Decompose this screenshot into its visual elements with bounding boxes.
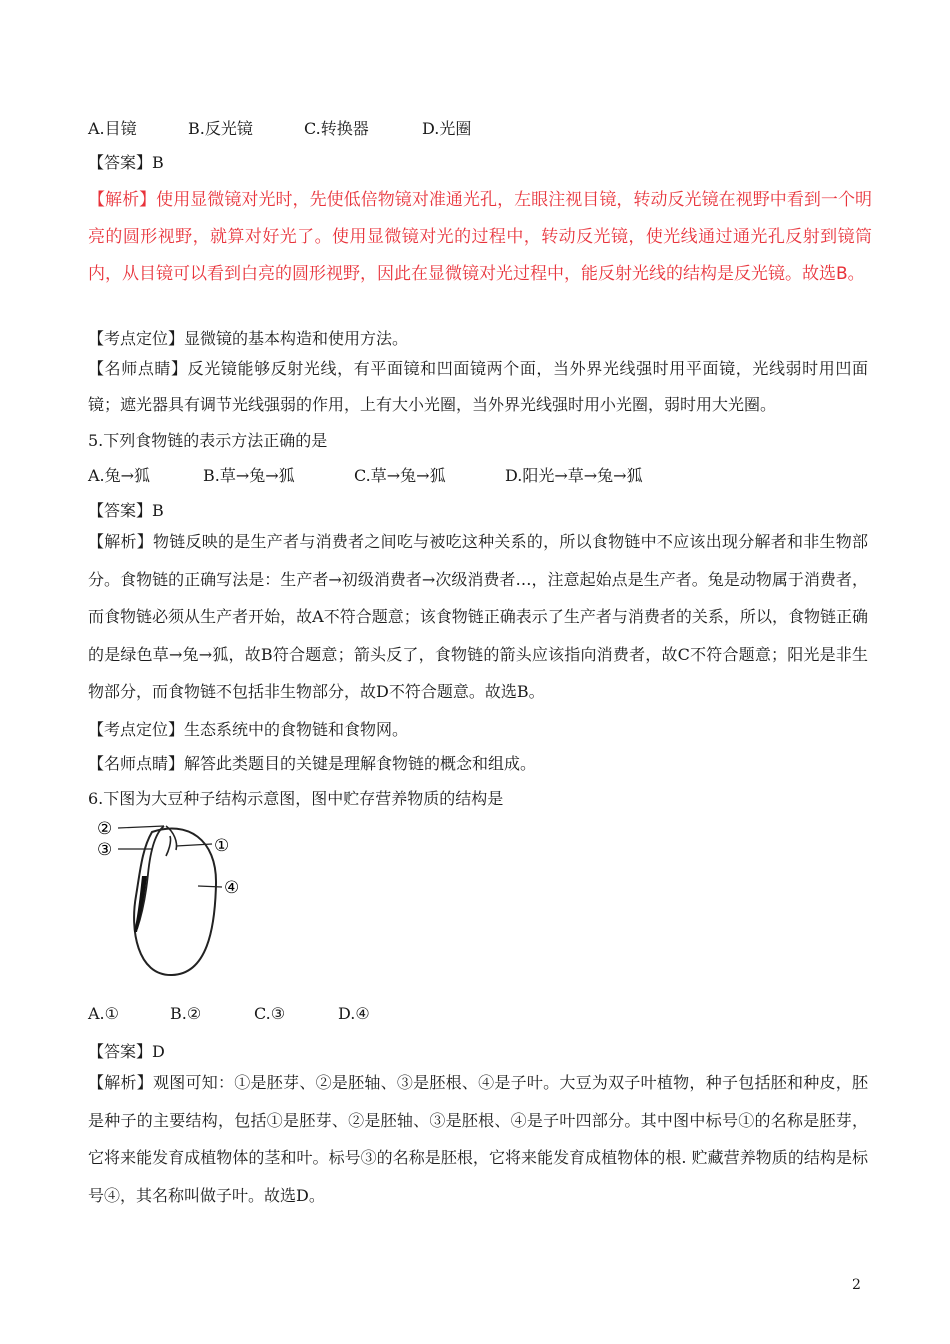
q5-answer: 【答案】B — [88, 501, 164, 520]
q4-option-b: B.反光镜 — [188, 119, 253, 138]
q4-answer: 【答案】B — [88, 153, 164, 172]
label-2: ② — [97, 819, 113, 839]
label-4: ④ — [224, 878, 240, 898]
label-3: ③ — [97, 840, 113, 860]
q6-question: 6.下图为大豆种子结构示意图，图中贮存营养物质的结构是 — [88, 789, 504, 808]
q4-analysis: 【解析】使用显微镜对光时，先使低倍物镜对准通光孔，左眼注视目镜，转动反光镜在视野中看到一个明亮的圆形视野，就算对好光了。使用显微镜对光的过程中，转动反光镜，使光线通过通光孔反射到镜筒内，从目镜可以看到白亮的圆形视野，因此在显微镜对光过程中，能反射光线的结构是反光镜。故选B。 — [88, 190, 872, 284]
q6-option-a: A.① — [88, 1004, 119, 1023]
q6-analysis: 【解析】观图可知：①是胚芽、②是胚轴、③是胚根、④是子叶。大豆为双子叶植物，种子包括胚和种皮，胚是种子的主要结构，包括①是胚芽、②是胚轴、③是胚根、④是子叶四部分。其中图中标号①的名称是胚芽，它将来能发育成植物体的茎和叶。标号③的名称是胚根，它将来能发育成植物体的根. 贮藏营养物质的结构是标号④，其名称叫做子叶。故选D。 — [88, 1073, 868, 1205]
q5-option-c: C.草→兔→狐 — [354, 466, 446, 485]
page-number: 2 — [852, 1277, 861, 1293]
q4-option-c: C.转换器 — [304, 119, 369, 138]
soybean-seed-diagram — [92, 814, 252, 984]
q6-answer: 【答案】D — [88, 1042, 165, 1061]
q5-kaodian: 【考点定位】生态系统中的食物链和食物网。 — [88, 720, 409, 739]
q6-option-d: D.④ — [338, 1004, 370, 1023]
q4-kaodian: 【考点定位】显微镜的基本构造和使用方法。 — [88, 329, 409, 348]
q5-analysis: 【解析】物链反映的是生产者与消费者之间吃与被吃这种关系的，所以食物链中不应该出现分解者和非生物部分。食物链的正确写法是：生产者→初级消费者→次级消费者…，注意起始点是生产者。兔是动物属于消费者，而食物链必须从生产者开始，故A不符合题意；该食物链正确表示了生产者与消费者的关系，所以，食物链正确的是绿色草→兔→狐，故B符合题意；箭头反了，食物链的箭头应该指向消费者，故C不符合题意；阳光是非生物部分，而食物链不包括非生物部分，故D不符合题意。故选B。 — [88, 532, 868, 701]
q5-option-a: A.兔→狐 — [88, 466, 151, 485]
seed-outline — [134, 828, 216, 975]
q6-option-c: C.③ — [254, 1004, 286, 1023]
q5-mingshi: 【名师点睛】解答此类题目的关键是理解食物链的概念和组成。 — [88, 754, 537, 773]
q5-option-d: D.阳光→草→兔→狐 — [505, 466, 643, 485]
seed-radicle — [134, 876, 147, 932]
seed-plumule — [166, 826, 177, 856]
q5-option-b: B.草→兔→狐 — [203, 466, 295, 485]
q6-option-b: B.② — [170, 1004, 202, 1023]
q5-question: 5.下列食物链的表示方法正确的是 — [88, 431, 328, 450]
q4-mingshi: 【名师点睛】反光镜能够反射光线，有平面镜和凹面镜两个面，当外界光线强时用平面镜，光线弱时用凹面镜；遮光器具有调节光线强弱的作用，上有大小光圈，当外界光线强时用小光圈，弱时用大光圈。 — [88, 359, 868, 414]
q4-option-d: D.光圈 — [422, 119, 472, 138]
label-1: ① — [214, 836, 230, 856]
q4-option-a: A.目镜 — [88, 119, 137, 138]
